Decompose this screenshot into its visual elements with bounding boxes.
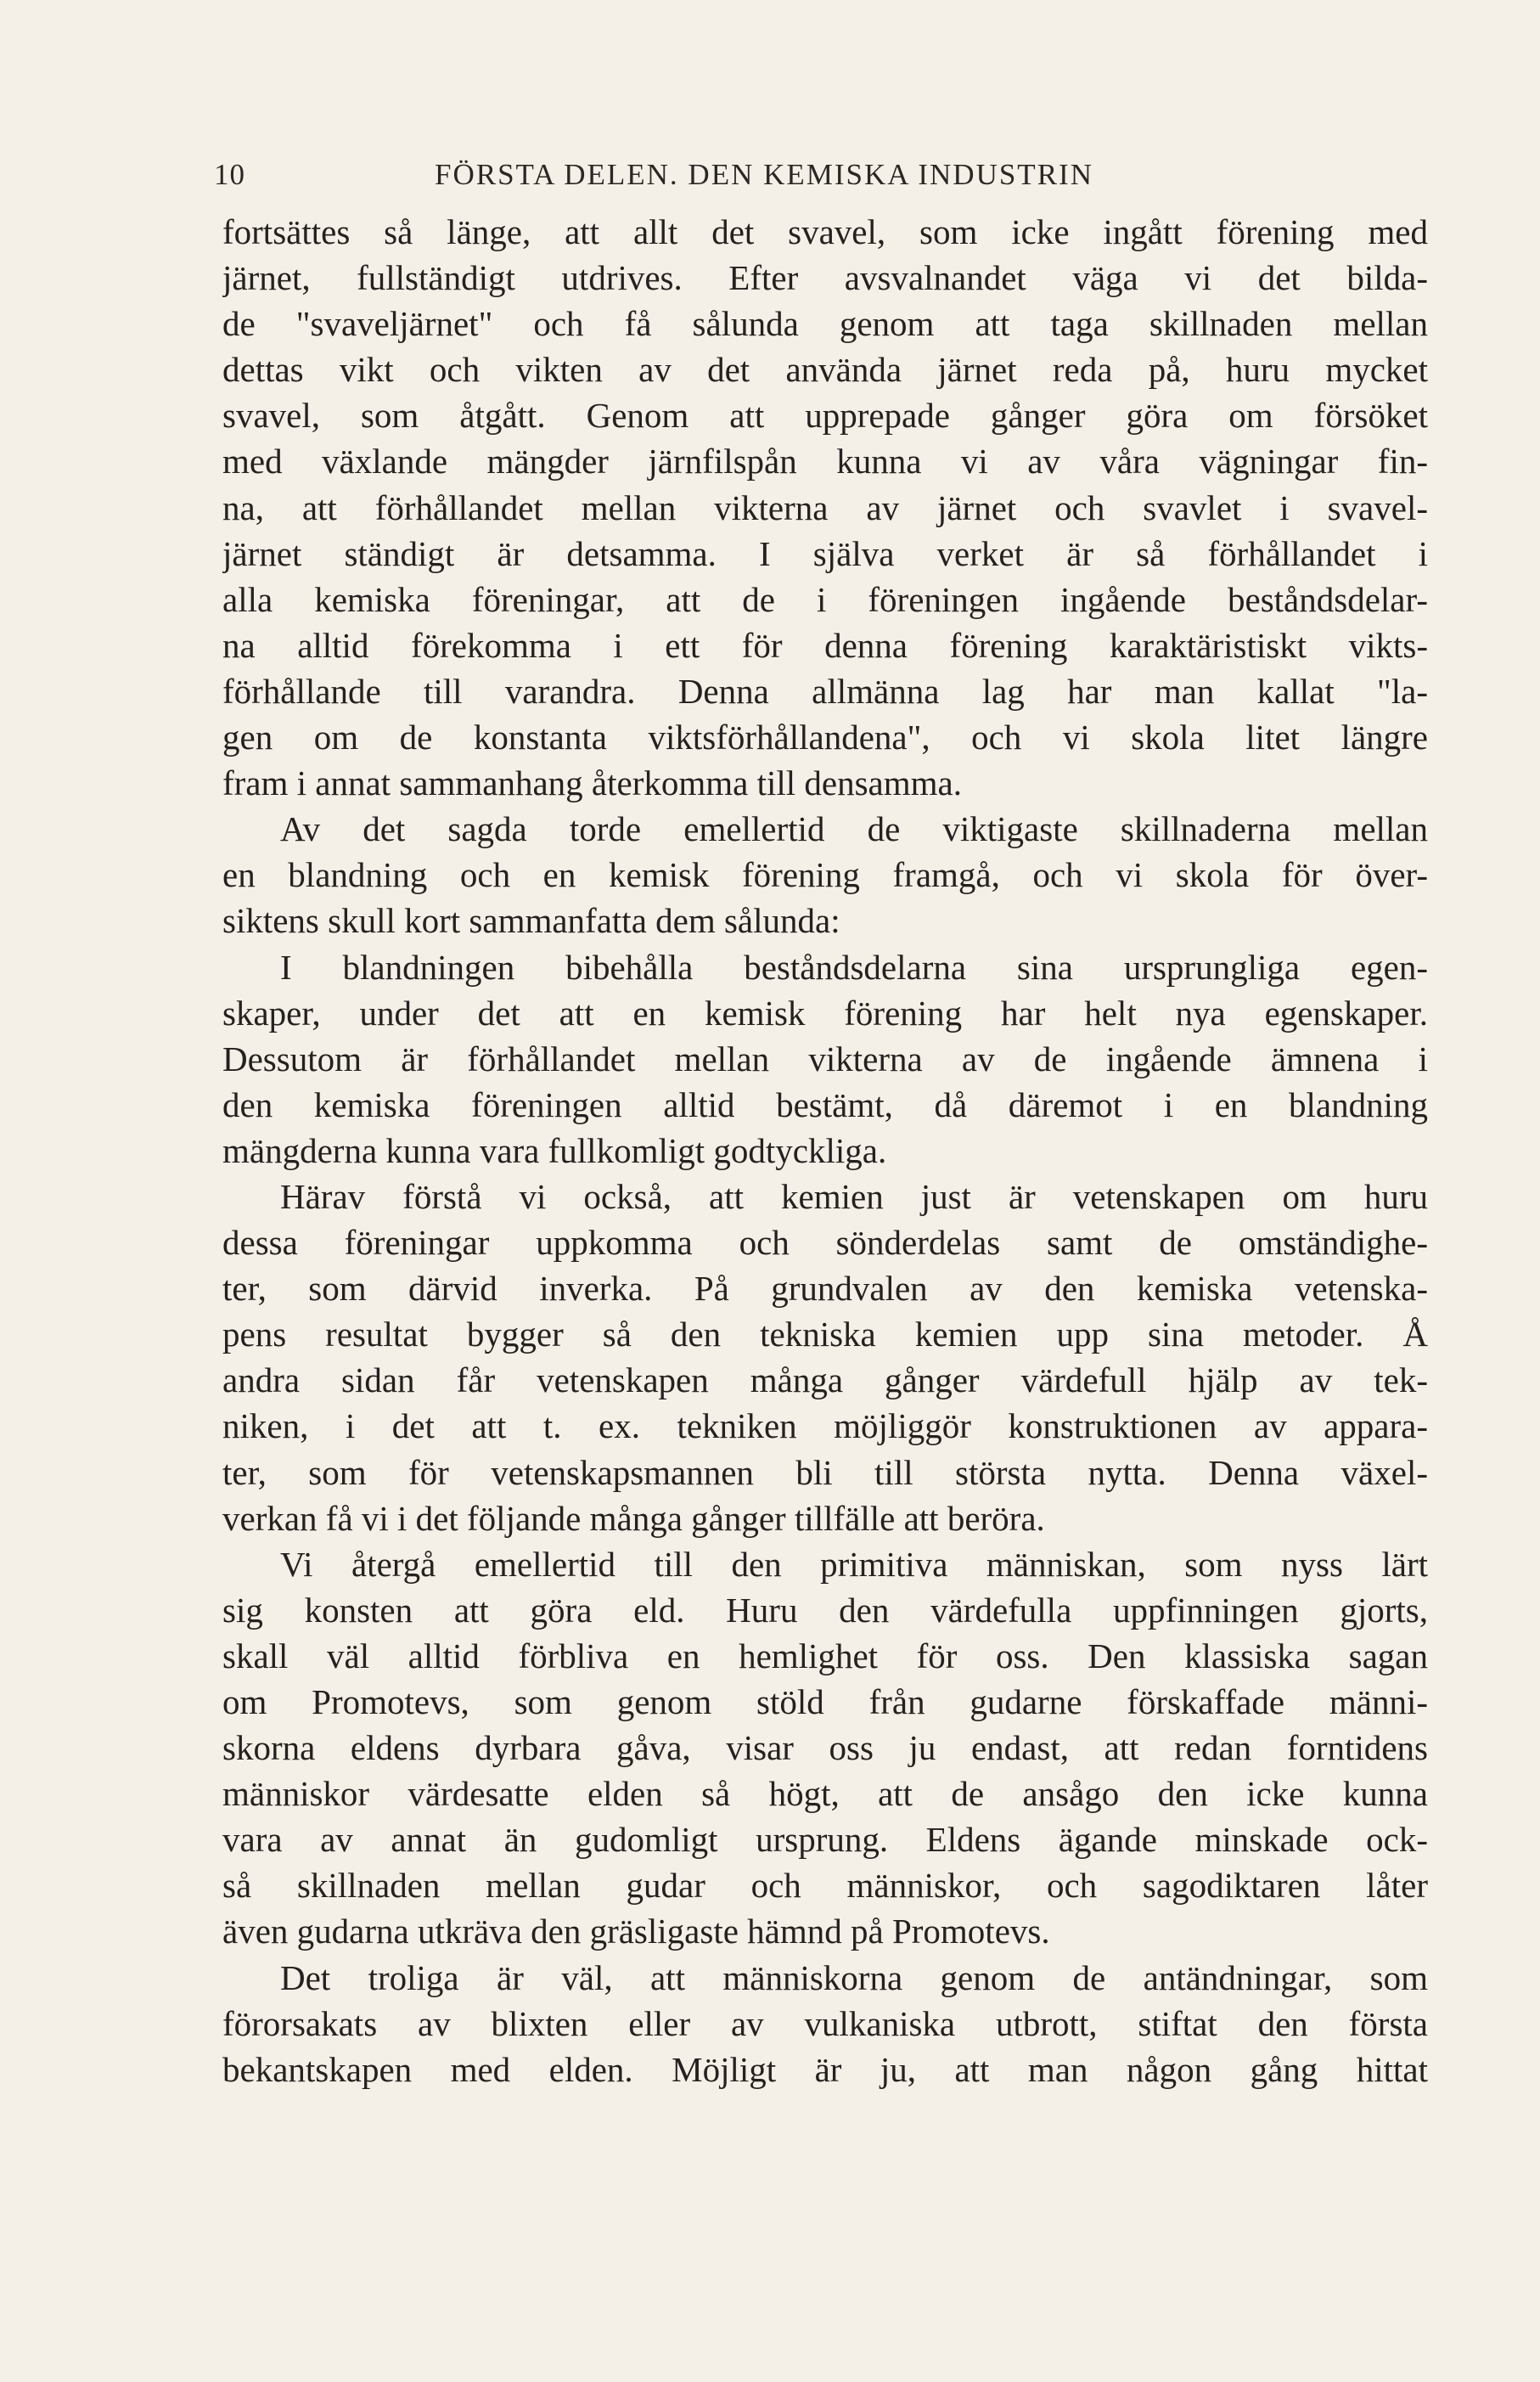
paragraph: [222, 1955, 1428, 2092]
text-line: na, att förhållandet mellan vikterna av järnet och svavlet i svavel-: [222, 487, 1428, 527]
text-line: andra sidan får vetenskapen många gånger värdefull hjälp av tek-: [222, 1360, 1428, 1400]
text-line: pens resultat bygger så den tekniska kemien upp sina metoder. Å: [222, 1315, 1428, 1354]
text-line: niken, i det att t. ex. tekniken möjliggör konstruktionen av appara-: [222, 1406, 1428, 1446]
text-line: sig konsten att göra eld. Huru den värdefulla uppfinningen gjorts,: [222, 1590, 1428, 1630]
text-line: människor värdesatte elden så högt, att de ansågo den icke kunna: [222, 1774, 1428, 1814]
text-line: verkan få vi i det följande många gånger tillfälle att beröra.: [222, 1498, 1045, 1538]
text-line: svavel, som åtgått. Genom att upprepade gånger göra om försöket: [222, 396, 1428, 436]
text-line: I blandningen bibehålla beståndsdelarna sina ursprungliga egen-: [280, 947, 1428, 987]
text-line: den kemiska föreningen alltid bestämt, då däremot i en blandning: [222, 1084, 1428, 1124]
text-line: dettas vikt och vikten av det använda järnet reda på, huru mycket: [222, 350, 1428, 390]
text-line: ter, som därvid inverka. På grundvalen av den kemiska vetenska-: [222, 1269, 1428, 1309]
paragraph: [222, 806, 1428, 943]
text-line: järnet, fullständigt utdrives. Efter avsvalnandet väga vi det bilda-: [222, 258, 1428, 298]
page-header: [214, 158, 1199, 200]
text-line: Av det sagda torde emellertid de viktigaste skillnaderna mellan: [280, 809, 1428, 849]
paragraph: [222, 944, 1428, 1174]
text-line: de "svaveljärnet" och få sålunda genom att taga skillnaden mellan: [222, 304, 1428, 344]
text-line: även gudarna utkräva den gräsligaste hämnd på Promotevs.: [222, 1912, 1050, 1951]
text-line: Härav förstå vi också, att kemien just är vetenskapen om huru: [280, 1176, 1428, 1216]
text-line: mängderna kunna vara fullkomligt godtyckliga.: [222, 1130, 887, 1170]
text-line: järnet ständigt är detsamma. I själva verket är så förhållandet i: [222, 533, 1428, 573]
text-line: fram i annat sammanhang återkomma till densamma.: [222, 763, 962, 803]
paragraph: [222, 209, 1428, 806]
text-line: Dessutom är förhållandet mellan vikterna av de ingående ämnena i: [222, 1039, 1428, 1078]
text-line: förorsakats av blixten eller av vulkaniska utbrott, stiftat den första: [222, 2003, 1428, 2043]
text-line: skall väl alltid förbliva en hemlighet för oss. Den klassiska sagan: [222, 1636, 1428, 1675]
paragraph: [222, 1174, 1428, 1541]
text-line: förhållande till varandra. Denna allmänna lag har man kallat "la-: [222, 671, 1428, 711]
text-line: fortsättes så länge, att allt det svavel, som icke ingått förening med: [222, 212, 1428, 251]
body-text: [222, 209, 1428, 2092]
text-line: na alltid förekomma i ett för denna förening karaktäristiskt vikts-: [222, 625, 1428, 665]
text-line: skaper, under det att en kemisk förening har helt nya egenskaper.: [222, 993, 1428, 1033]
paragraph: [222, 1541, 1428, 1955]
text-line: alla kemiska föreningar, att de i föreningen ingående beståndsdelar-: [222, 579, 1428, 619]
text-line: siktens skull kort sammanfatta dem sålunda:: [222, 901, 840, 941]
text-line: Det troliga är väl, att människorna genom de antändningar, som: [280, 1957, 1428, 1997]
text-line: ter, som för vetenskapsmannen bli till största nytta. Denna växel-: [222, 1452, 1428, 1492]
text-line: med växlande mängder järnfilspån kunna vi av våra vägningar fin-: [222, 442, 1428, 481]
text-line: om Promotevs, som genom stöld från gudarne förskaffade männi-: [222, 1682, 1428, 1721]
text-line: en blandning och en kemisk förening framgå, och vi skola för över-: [222, 855, 1428, 895]
text-line: dessa föreningar uppkomma och sönderdelas samt de omständighe-: [222, 1223, 1428, 1263]
running-title: FÖRSTA DELEN. DEN KEMISKA INDUSTRIN: [435, 158, 1093, 191]
text-line: Vi återgå emellertid till den primitiva människan, som nyss lärt: [280, 1544, 1428, 1584]
text-line: gen om de konstanta viktsförhållandena", och vi skola litet längre: [222, 718, 1428, 757]
page-number: 10: [214, 158, 245, 191]
text-line: vara av annat än gudomligt ursprung. Eldens ägande minskade ock-: [222, 1820, 1428, 1860]
text-line: så skillnaden mellan gudar och människor, och sagodiktaren låter: [222, 1866, 1428, 1906]
text-line: skorna eldens dyrbara gåva, visar oss ju endast, att redan forntidens: [222, 1728, 1428, 1768]
text-line: bekantskapen med elden. Möjligt är ju, att man någon gång hittat: [222, 2049, 1428, 2089]
